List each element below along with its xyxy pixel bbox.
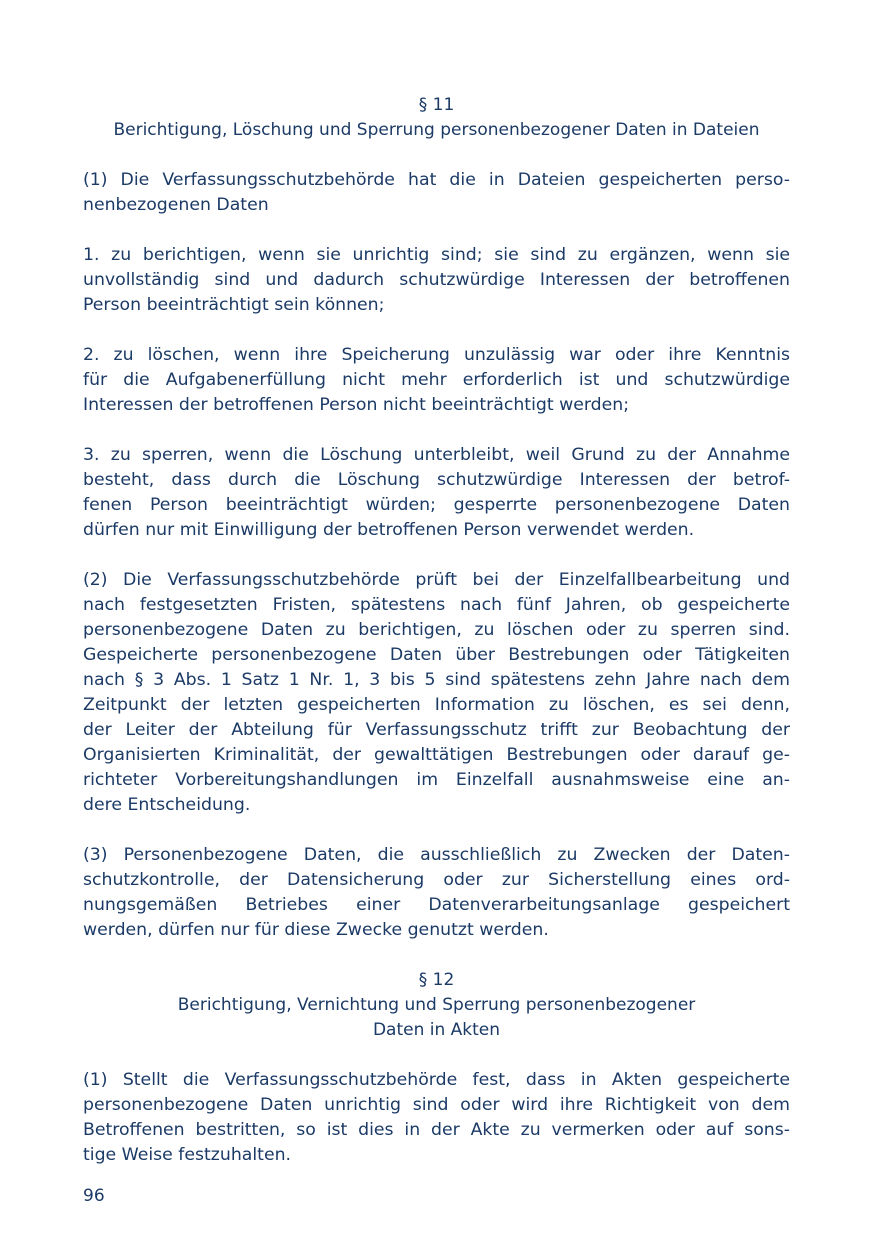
text-line: (1) Die Verfassungsschutzbehörde hat die in Dateien gespeicherten perso- [83, 170, 790, 190]
section-11 [83, 93, 790, 943]
text-line: (2) Die Verfassungsschutzbehörde prüft bei der Einzelfallbearbeitung und [83, 570, 790, 590]
page-number: 96 [83, 1186, 105, 1206]
paragraph-11-2 [83, 568, 790, 818]
text-line: für die Aufgabenerfüllung nicht mehr erforderlich ist und schutzwürdige [83, 370, 790, 390]
paragraph-11-3 [83, 843, 790, 943]
text-line: nenbezogenen Daten [83, 195, 269, 215]
text-line: personenbezogene Daten unrichtig sind oder wird ihre Richtigkeit von dem [83, 1095, 790, 1115]
paragraph-12-1 [83, 1068, 790, 1168]
section-12-title [83, 993, 790, 1043]
text-line: richteter Vorbereitungshandlungen im Einzelfall ausnahmsweise eine an- [83, 770, 790, 790]
text-line: dere Entscheidung. [83, 795, 251, 815]
section-title-line: Berichtigung, Löschung und Sperrung personenbezogener Daten in Dateien [113, 120, 760, 140]
text-line: Betroffenen bestritten, so ist dies in der Akte zu vermerken oder auf sons- [83, 1120, 790, 1140]
text-line: nach festgesetzten Fristen, spätestens nach fünf Jahren, ob gespeicherte [83, 595, 790, 615]
section-11-number: § 11 [418, 95, 455, 115]
paragraph-11-1-item-1 [83, 243, 790, 318]
text-line: werden, dürfen nur für diese Zwecke genutzt werden. [83, 920, 549, 940]
text-line: nungsgemäßen Betriebes einer Datenverarbeitungsanlage gespeichert [83, 895, 790, 915]
section-11-title [83, 118, 790, 143]
paragraph-11-1-intro [83, 168, 790, 218]
section-11-heading [83, 93, 790, 143]
text-line: besteht, dass durch die Löschung schutzwürdige Interessen der betrof- [83, 470, 790, 490]
text-line: 2. zu löschen, wenn ihre Speicherung unzulässig war oder ihre Kenntnis [83, 345, 790, 365]
text-line: schutzkontrolle, der Datensicherung oder zur Sicherstellung eines ord- [83, 870, 790, 890]
text-line: Gespeicherte personenbezogene Daten über Bestrebungen oder Tätigkeiten [83, 645, 790, 665]
text-line: Interessen der betroffenen Person nicht beeinträchtigt werden; [83, 395, 630, 415]
paragraph-11-1-item-2 [83, 343, 790, 418]
text-line: 3. zu sperren, wenn die Löschung unterbleibt, weil Grund zu der Annahme [83, 445, 790, 465]
text-line: der Leiter der Abteilung für Verfassungsschutz trifft zur Beobachtung der [83, 720, 790, 740]
text-line: (3) Personenbezogene Daten, die ausschließlich zu Zwecken der Daten- [83, 845, 790, 865]
text-line: nach § 3 Abs. 1 Satz 1 Nr. 1, 3 bis 5 sind spätestens zehn Jahre nach dem [83, 670, 790, 690]
paragraph-11-1-item-3 [83, 443, 790, 543]
text-line: 1. zu berichtigen, wenn sie unrichtig sind; sie sind zu ergänzen, wenn sie [83, 245, 790, 265]
text-line: Zeitpunkt der letzten gespeicherten Information zu löschen, es sei denn, [83, 695, 790, 715]
section-12-number: § 12 [418, 970, 455, 990]
text-line: unvollständig sind und dadurch schutzwürdige Interessen der betroffenen [83, 270, 790, 290]
text-line: dürfen nur mit Einwilligung der betroffenen Person verwendet werden. [83, 520, 695, 540]
text-line: (1) Stellt die Verfassungsschutzbehörde fest, dass in Akten gespeicherte [83, 1070, 790, 1090]
text-line: tige Weise festzuhalten. [83, 1145, 292, 1165]
text-line: Person beeinträchtigt sein können; [83, 295, 385, 315]
document-page [83, 93, 790, 1168]
text-line: Organisierten Kriminalität, der gewalttätigen Bestrebungen oder darauf ge- [83, 745, 790, 765]
text-line: fenen Person beeinträchtigt würden; gesperrte personenbezogene Daten [83, 495, 790, 515]
section-title-line: Berichtigung, Vernichtung und Sperrung personenbezogener [177, 995, 696, 1015]
text-line: personenbezogene Daten zu berichtigen, zu löschen oder zu sperren sind. [83, 620, 790, 640]
section-12 [83, 968, 790, 1168]
section-12-heading [83, 968, 790, 1043]
section-title-line: Daten in Akten [372, 1020, 501, 1040]
